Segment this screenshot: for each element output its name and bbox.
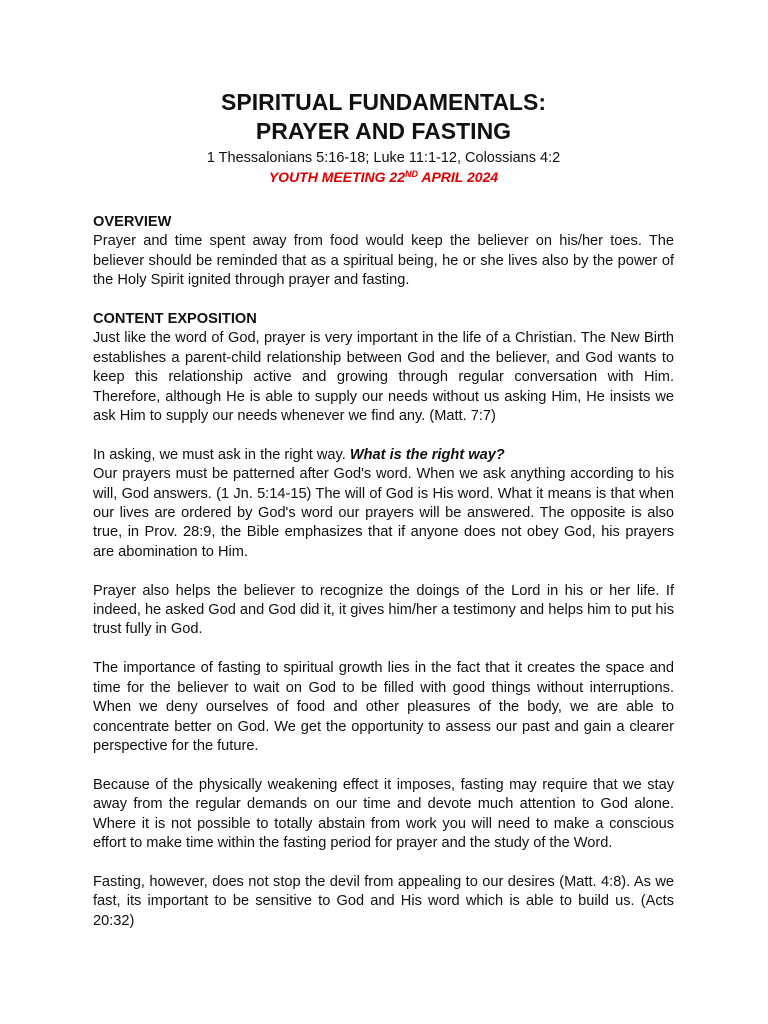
exposition-paragraph-3: Our prayers must be patterned after God's word. When we ask anything according to his will, God answers. (1 Jn. 5:14-15) The will of God is His word. What it means is that when our lives are ordered by God's word our prayers will be answered. The opposite is also true, in Prov. 28:9, the Bible emphasizes that if anyone does not obey God, his prayers are abomination to Him. bbox=[93, 466, 674, 560]
exposition-paragraph-5: The importance of fasting to spiritual growth lies in the fact that it creates the space and time for the believer to wait on God to be filled with good things without interruptions. When we deny ourselves of food and other pleasures of the body, we are able to concentrate better on God. We get the opportunity to assess our past and gain a clearer perspective for the future. bbox=[93, 660, 674, 754]
meeting-ordinal-suffix: ND bbox=[404, 169, 418, 179]
scripture-references: 1 Thessalonians 5:16-18; Luke 11:1-12, Colossians 4:2 bbox=[206, 150, 561, 166]
exposition-paragraph-1: Just like the word of God, prayer is very important in the life of a Christian. The New Birth establishes a parent-child relationship between God and the believer, and God wants to keep this relationship active and growing through regular conversation with Him. Therefore, although He is able to supply our needs without us asking Him, He insists we ask Him to supply our needs whenever we find any. (Matt. 7:7) bbox=[93, 330, 674, 425]
right-way-lead: In asking, we must ask in the right way. bbox=[93, 446, 350, 463]
meeting-rest: APRIL 2024 bbox=[417, 169, 499, 185]
overview-paragraph: Prayer and time spent away from food would keep the believer on his/her toes. The believer should be reminded that as a spiritual being, he or she lives also by the power of the Holy Spirit ignited through prayer and fasting. bbox=[93, 233, 674, 289]
exposition-paragraph-6: Because of the physically weakening effect it imposes, fasting may require that we stay away from the regular demands on our time and devote much attention to God alone. Where it is not possible to totally abstain from work you will need to make a conscious effort to make time within the fasting period for prayer and the study of the Word. bbox=[93, 776, 674, 851]
title-line-2: PRAYER AND FASTING bbox=[255, 118, 512, 144]
exposition-paragraph-7: Fasting, however, does not stop the devil from appealing to our desires (Matt. 4:8). As we fast, its important to be sensitive to God and His word which is able to build us. (Acts 20:32) bbox=[93, 873, 674, 929]
title-line-1: SPIRITUAL FUNDAMENTALS: bbox=[221, 89, 546, 115]
exposition-heading: CONTENT EXPOSITION bbox=[93, 311, 257, 328]
overview-heading: OVERVIEW bbox=[93, 214, 172, 230]
document-title bbox=[93, 88, 674, 146]
right-way-question: What is the right way? bbox=[349, 446, 505, 463]
exposition-paragraph-2 bbox=[93, 446, 674, 465]
meeting-prefix: YOUTH MEETING 22 bbox=[268, 169, 405, 185]
exposition-paragraph-4: Prayer also helps the believer to recognize the doings of the Lord in his or her life. If indeed, he asked God and God did it, it gives him/her a testimony and helps him to put his trust fully in God. bbox=[93, 582, 674, 638]
meeting-date bbox=[93, 168, 674, 187]
